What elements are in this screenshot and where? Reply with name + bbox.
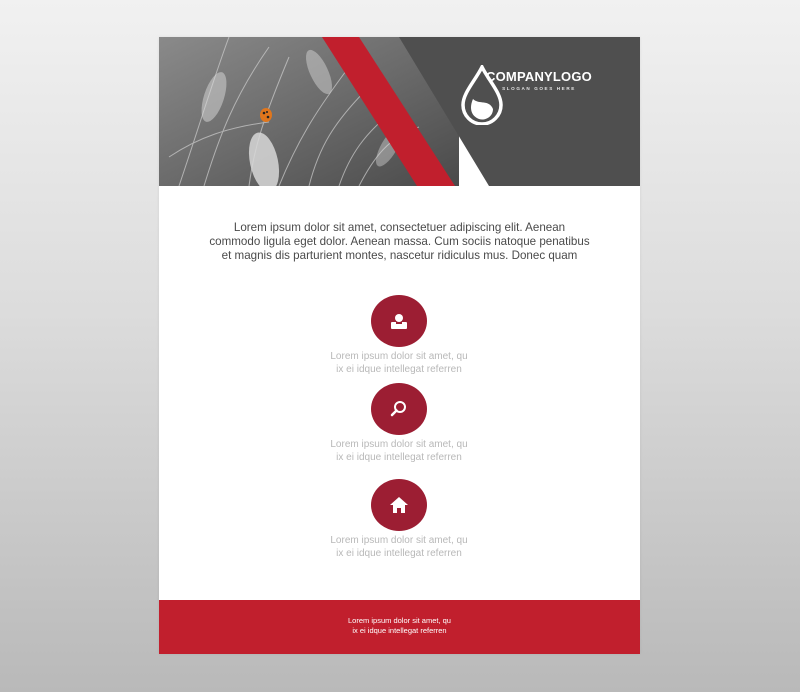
footer-text-line: Lorem ipsum dolor sit amet, qu — [348, 616, 451, 625]
feature-text-line: Lorem ipsum dolor sit amet, qu — [330, 535, 468, 546]
header-banner — [159, 37, 640, 186]
company-logo — [459, 65, 619, 165]
footer-text-line: ix ei idque intellegat referren — [352, 626, 447, 635]
feature-text — [299, 534, 499, 560]
water-drop-icon — [459, 65, 505, 125]
footer-bar — [159, 600, 640, 654]
intro-paragraph — [181, 221, 618, 263]
feature-text-line: Lorem ipsum dolor sit amet, qu — [330, 439, 468, 450]
feature-text — [299, 438, 499, 464]
search-icon — [389, 399, 409, 419]
feature-circle — [371, 479, 427, 531]
home-icon — [389, 496, 409, 514]
ladybug-icon — [260, 108, 272, 122]
feature-circle — [371, 295, 427, 347]
feature-item — [299, 479, 499, 560]
feature-text-line: Lorem ipsum dolor sit amet, qu — [330, 351, 468, 362]
feature-text — [299, 350, 499, 376]
intro-line: Lorem ipsum dolor sit amet, consectetuer adipiscing elit. Aenean — [233, 221, 566, 234]
slogan: SLOGAN GOES HERE — [502, 86, 576, 91]
feature-text-line: ix ei idque intellegat referren — [336, 548, 462, 559]
intro-line: commodo ligula eget dolor. Aenean massa. Cum sociis natoque penatibus — [209, 235, 590, 248]
intro-line: et magnis dis parturient montes, nascetur ridiculus mus. Donec quam — [221, 249, 578, 262]
person-icon — [389, 312, 409, 330]
feature-item — [299, 383, 499, 464]
company-name: COMPANYLOGO — [486, 69, 592, 84]
feature-item — [299, 295, 499, 376]
flyer-page — [159, 37, 640, 654]
feature-circle — [371, 383, 427, 435]
feature-text-line: ix ei idque intellegat referren — [336, 364, 462, 375]
feature-text-line: ix ei idque intellegat referren — [336, 452, 462, 463]
